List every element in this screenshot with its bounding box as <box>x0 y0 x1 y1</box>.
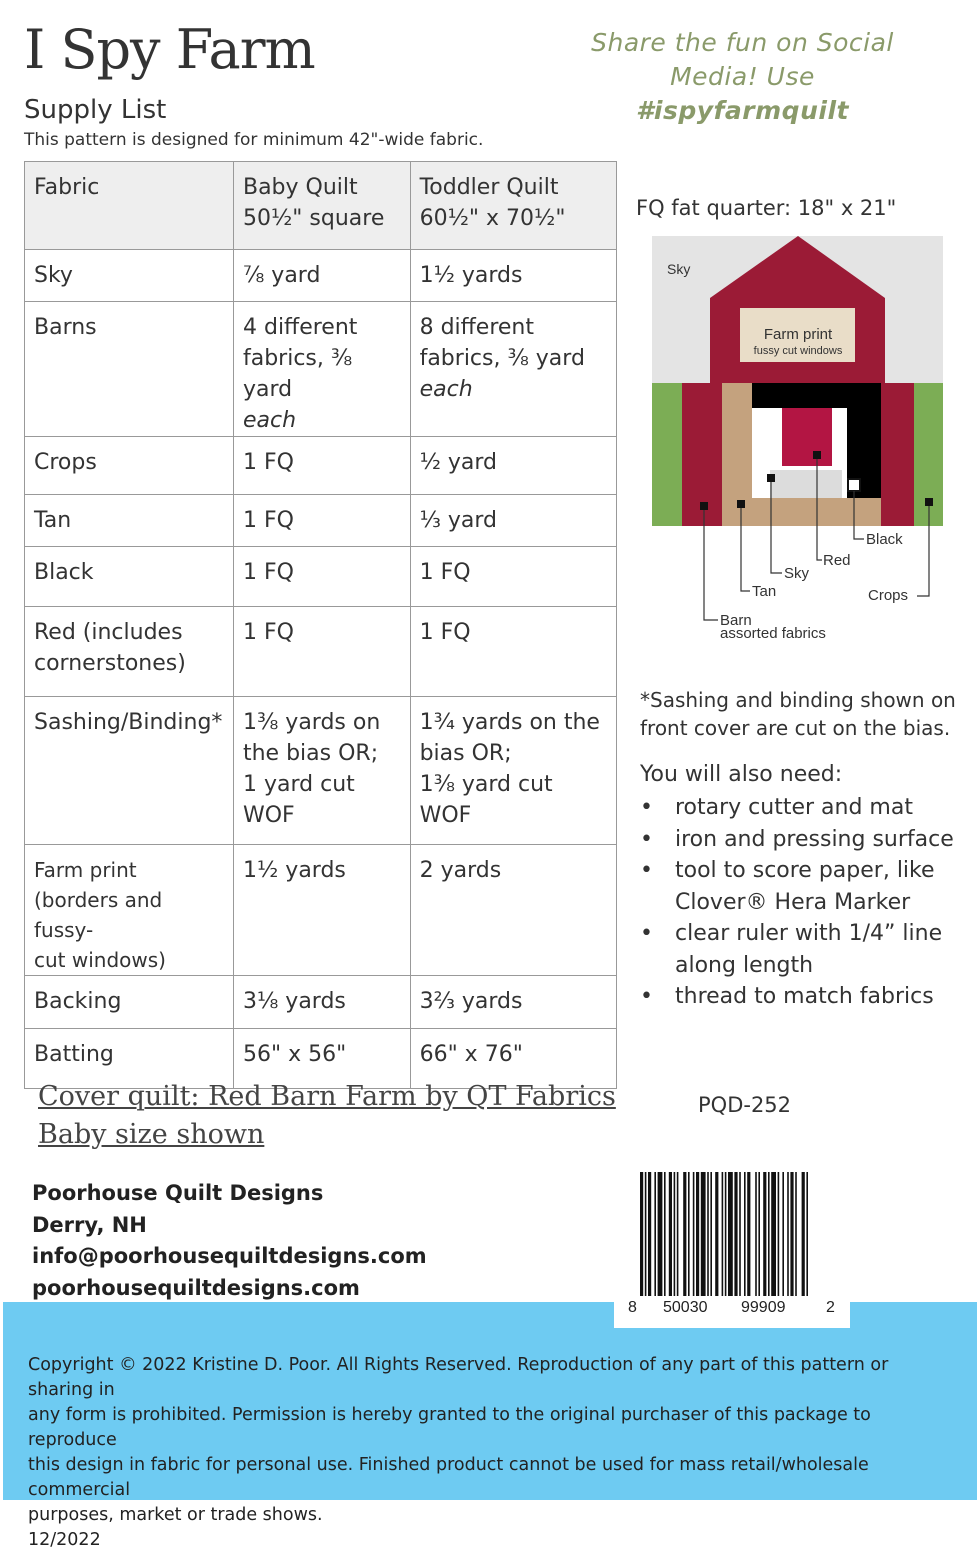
share-line-2: Media! Use <box>670 62 815 91</box>
black-callout: Black <box>866 531 903 548</box>
barcode-bar <box>771 1172 776 1296</box>
cell-line: fabrics, ⅜ yard <box>419 346 585 371</box>
header-size: 60½" x 70½" <box>419 206 566 231</box>
barcode-bar <box>664 1172 666 1296</box>
barn-diagram <box>630 228 950 648</box>
tool-text: clear ruler with 1/4” line <box>675 921 943 946</box>
tool-item <box>640 792 960 824</box>
barcode-bar <box>795 1172 797 1296</box>
copyright-line: Copyright © 2022 Kristine D. Poor. All Rights Reserved. Reproduction of any part of this pattern or sharing in <box>28 1355 889 1400</box>
cell-toddler <box>410 495 616 547</box>
tan-strip-left <box>722 383 752 498</box>
table-row <box>25 845 617 976</box>
page-subtitle: Supply List <box>24 95 167 125</box>
cell-line: Farm print <box>34 858 137 882</box>
cell-line: 66" x 76" <box>419 1042 523 1067</box>
cell-line: ⅞ yard <box>242 263 321 288</box>
fussy-cut-label: fussy cut windows <box>753 345 843 357</box>
cell-line: cut windows) <box>34 948 166 972</box>
cell-toddler <box>410 607 616 697</box>
cell-baby <box>233 495 410 547</box>
cell-line: Crops <box>34 450 97 475</box>
barcode-bar <box>674 1172 676 1296</box>
header-fabric <box>25 162 234 250</box>
red-block <box>782 408 832 466</box>
cell-fabric <box>25 845 234 976</box>
hashtag: #ispyfarmquilt <box>636 96 849 125</box>
cell-fabric <box>25 437 234 495</box>
cell-line: 1 FQ <box>242 560 294 585</box>
barn-callout: Barn <box>720 612 752 629</box>
barcode-bar <box>782 1172 784 1296</box>
fq-definition: FQ fat quarter: 18" x 21" <box>636 196 897 220</box>
barcode-bar <box>658 1172 663 1296</box>
copyright-line: this design in fabric for personal use. Finished product cannot be used for mass retail/wholesale commercial <box>28 1455 869 1500</box>
cell-line: ⅓ yard <box>419 508 498 533</box>
barcode-bar <box>728 1172 733 1296</box>
cell-line: 56" x 56" <box>242 1042 347 1067</box>
tool-item <box>640 824 960 856</box>
barcode-digits-3: 99909 <box>741 1299 786 1316</box>
barcode-bar <box>693 1172 695 1296</box>
cell-line: 1 FQ <box>242 450 294 475</box>
assorted-callout: assorted fabrics <box>720 625 826 642</box>
barcode-bar <box>790 1172 793 1296</box>
tool-text: tool to score paper, like <box>675 858 935 883</box>
tools-list <box>640 792 960 1013</box>
copyright-line: any form is prohibited. Permission is hereby granted to the original purchaser of this package to reproduce <box>28 1405 871 1450</box>
cell-line: each <box>242 408 297 433</box>
copyright-line: purposes, market or trade shows. <box>28 1505 323 1525</box>
company-email[interactable]: info@poorhousequiltdesigns.com <box>32 1244 427 1268</box>
cover-line-1: Cover quilt: Red Barn Farm by QT Fabrics <box>38 1081 616 1112</box>
barcode-bar <box>648 1172 651 1296</box>
cell-toddler <box>410 302 616 437</box>
barcode-bar <box>715 1172 718 1296</box>
cell-fabric <box>25 495 234 547</box>
cell-line: Tan <box>34 508 72 533</box>
crops-left <box>652 383 682 526</box>
cell-line: 1 FQ <box>419 560 471 585</box>
barcode-bar <box>669 1172 672 1296</box>
barcode-bar <box>734 1172 737 1296</box>
cell-toddler <box>410 547 616 607</box>
cell-line: 1½ yards <box>419 263 523 288</box>
cell-line: the bias OR; <box>242 741 379 766</box>
cell-line: ½ yard <box>419 450 498 475</box>
cell-baby <box>233 845 410 976</box>
cell-line: Backing <box>34 989 122 1014</box>
cell-line: 1 FQ <box>242 620 294 645</box>
bullet-icon: • <box>640 826 653 852</box>
cell-line: 1 FQ <box>419 620 471 645</box>
barcode-bar <box>802 1172 805 1296</box>
barcode-bar <box>645 1172 647 1296</box>
cell-line: 1⅜ yards on <box>242 710 381 735</box>
copyright-date: 12/2022 <box>28 1530 101 1550</box>
header-text: Fabric <box>34 175 100 200</box>
cell-line: Red (includes <box>34 620 183 645</box>
bullet-icon: • <box>640 858 653 883</box>
cell-line: 1½ yards <box>242 858 346 883</box>
company-info <box>32 1178 427 1304</box>
page-title: I Spy Farm <box>24 18 315 81</box>
barcode-bar <box>778 1172 780 1296</box>
cell-baby <box>233 697 410 845</box>
tool-item <box>640 855 960 918</box>
barcode-bar <box>768 1172 770 1296</box>
barcode-bar <box>654 1172 656 1296</box>
cell-line: 1⅜ yard cut WOF <box>419 772 553 828</box>
tool-text: along length <box>675 952 814 978</box>
tool-text: thread to match fabrics <box>675 984 934 1009</box>
bullet-icon: • <box>640 795 653 820</box>
cell-toddler <box>410 976 616 1029</box>
table-header-row <box>25 162 617 250</box>
tool-text: rotary cutter and mat <box>675 795 913 820</box>
barcode-bar <box>725 1172 727 1296</box>
cell-baby <box>233 302 410 437</box>
cell-fabric <box>25 607 234 697</box>
barcode-digits-2: 50030 <box>663 1299 708 1316</box>
also-need-heading: You will also need: <box>640 762 843 787</box>
tan-callout: Tan <box>752 583 777 600</box>
cover-quilt-note <box>38 1078 616 1154</box>
barcode <box>614 1160 850 1328</box>
cell-fabric <box>25 976 234 1029</box>
cell-fabric <box>25 250 234 302</box>
cell-fabric <box>25 697 234 845</box>
share-line-1: Share the fun on Social <box>591 28 894 57</box>
gray-strip <box>770 470 842 498</box>
cell-line: bias OR; <box>419 741 512 766</box>
barcode-bar <box>677 1172 679 1296</box>
table-row <box>25 547 617 607</box>
cell-baby <box>233 250 410 302</box>
barcode-digit-1: 8 <box>628 1299 637 1316</box>
barcode-bar <box>739 1172 741 1296</box>
pattern-code: PQD-252 <box>698 1093 792 1117</box>
farm-print-label: Farm print <box>763 326 833 343</box>
table-row <box>25 437 617 495</box>
cell-fabric <box>25 302 234 437</box>
cell-line: Sashing/Binding* <box>34 710 223 735</box>
barcode-panel <box>614 1160 850 1328</box>
company-name: Poorhouse Quilt Designs <box>32 1181 324 1205</box>
barcode-bar <box>722 1172 724 1296</box>
cell-line: 2 yards <box>419 858 502 883</box>
header-text: Toddler Quilt <box>419 175 559 200</box>
cell-line: 1 FQ <box>242 508 294 533</box>
cell-toddler <box>410 845 616 976</box>
cell-line: WOF <box>242 803 295 828</box>
sky-callout: Sky <box>784 565 810 582</box>
cell-line: cornerstones) <box>34 651 186 676</box>
cell-line: each <box>419 377 473 402</box>
header-size: 50½" square <box>242 206 385 231</box>
barcode-bar <box>688 1172 690 1296</box>
barcode-bar <box>755 1172 757 1296</box>
barcode-bar <box>683 1172 686 1296</box>
table-row <box>25 607 617 697</box>
cell-line: 4 different <box>242 315 358 340</box>
barcode-bar <box>710 1172 712 1296</box>
table-row <box>25 495 617 547</box>
cell-baby <box>233 976 410 1029</box>
company-website[interactable]: poorhousequiltdesigns.com <box>32 1275 360 1300</box>
sashing-note: *Sashing and binding shown on front cover are cut on the bias. <box>640 688 956 740</box>
cell-line: Sky <box>34 263 73 288</box>
cell-line: 1¾ yards on the <box>419 710 600 735</box>
cell-line: (borders and fussy- <box>34 888 163 942</box>
table-row <box>25 976 617 1029</box>
cell-line: Barns <box>34 315 97 340</box>
company-location: Derry, NH <box>32 1212 147 1237</box>
barcode-bar <box>696 1172 699 1296</box>
table-row <box>25 697 617 845</box>
barcode-bar <box>763 1172 766 1296</box>
tool-item <box>640 981 960 1013</box>
social-share-note <box>590 26 895 128</box>
sky-label: Sky <box>667 261 691 277</box>
tool-text: Clover® Hera Marker <box>675 889 911 915</box>
tool-text: iron and pressing surface <box>675 826 954 852</box>
copyright-notice <box>28 1353 958 1553</box>
cell-line: Black <box>34 560 94 585</box>
header-text: Baby Quilt <box>242 175 358 200</box>
barcode-bar <box>744 1172 746 1296</box>
cell-toddler <box>410 697 616 845</box>
barcode-digit-4: 2 <box>826 1299 835 1316</box>
black-marker <box>848 479 860 491</box>
table-row <box>25 302 617 437</box>
cell-toddler <box>410 437 616 495</box>
cell-line: fabrics, ⅜ yard <box>242 346 353 402</box>
cover-line-2: Baby size shown <box>38 1119 265 1150</box>
barcode-bar <box>640 1172 643 1296</box>
barcode-bar <box>707 1172 709 1296</box>
barcode-bar <box>758 1172 760 1296</box>
crops-callout: Crops <box>868 587 909 604</box>
supply-table <box>24 161 617 1089</box>
tool-item <box>640 918 960 981</box>
cell-line: Batting <box>34 1042 114 1067</box>
cell-toddler <box>410 250 616 302</box>
cell-baby <box>233 607 410 697</box>
header-toddler-quilt <box>410 162 616 250</box>
tan-strip-bottom <box>722 498 881 526</box>
cell-fabric <box>25 547 234 607</box>
barcode-bar <box>747 1172 750 1296</box>
cell-line: 1 yard cut <box>242 772 355 797</box>
barcode-bar <box>787 1172 789 1296</box>
cell-baby <box>233 437 410 495</box>
fabric-width-note: This pattern is designed for minimum 42"-wide fabric. <box>24 130 484 150</box>
red-callout: Red <box>823 552 851 569</box>
bullet-icon: • <box>640 984 653 1009</box>
table-row <box>25 250 617 302</box>
barcode-bar <box>806 1172 808 1296</box>
header-baby-quilt <box>233 162 410 250</box>
barcode-bar <box>701 1172 706 1296</box>
cell-line: 3⅛ yards <box>242 989 346 1014</box>
cell-baby <box>233 547 410 607</box>
cell-line: 3⅔ yards <box>419 989 523 1014</box>
cell-line: 8 different <box>419 315 535 340</box>
bullet-icon: • <box>640 921 653 946</box>
